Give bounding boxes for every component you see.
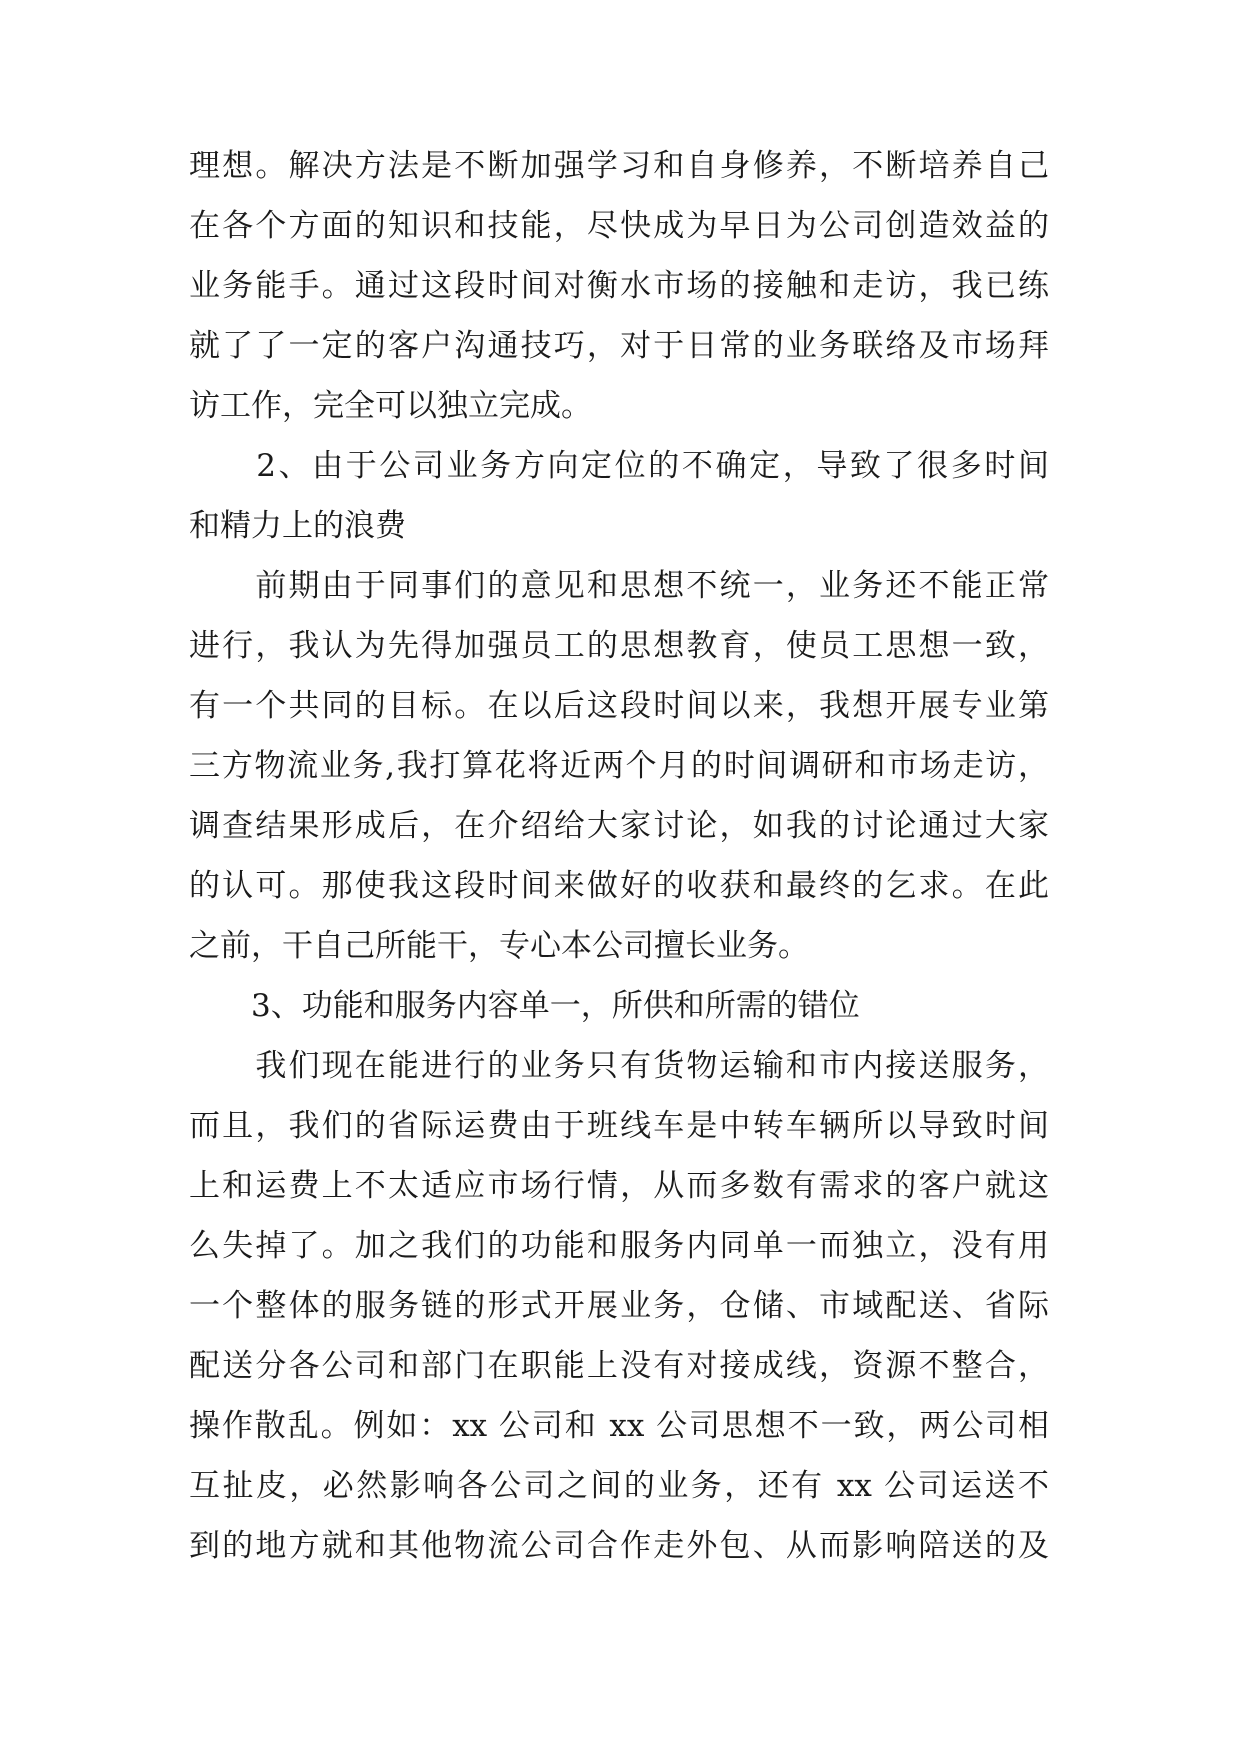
text-line: 有一个共同的目标。在以后这段时间以来，我想开展专业第 (189, 688, 1049, 724)
text-line: 访工作，完全可以独立完成。 (189, 388, 592, 424)
section-heading-3: 3、功能和服务内容单一，所供和所需的错位 (189, 988, 860, 1024)
section-heading-2: 2、由于公司业务方向定位的不确定，导致了很多时间 (189, 448, 1049, 484)
text-line: 的认可。那使我这段时间来做好的收获和最终的乞求。在此 (189, 868, 1049, 904)
text-line: 业务能手。通过这段时间对衡水市场的接触和走访，我已练 (189, 268, 1049, 304)
text-line: 之前，干自己所能干，专心本公司擅长业务。 (189, 928, 809, 964)
text-line: 互扯皮，必然影响各公司之间的业务，还有 xx 公司运送不 (189, 1468, 1049, 1504)
text-line: 进行，我认为先得加强员工的思想教育，使员工思想一致， (189, 628, 1049, 664)
text-line: 一个整体的服务链的形式开展业务，仓储、市域配送、省际 (189, 1288, 1049, 1324)
text-line: 三方物流业务,我打算花将近两个月的时间调研和市场走访， (189, 748, 1049, 784)
text-line: 在各个方面的知识和技能，尽快成为早日为公司创造效益的 (189, 208, 1049, 244)
text-line: 配送分各公司和部门在职能上没有对接成线，资源不整合， (189, 1348, 1049, 1384)
text-line: 我们现在能进行的业务只有货物运输和市内接送服务， (189, 1048, 1049, 1084)
text-line: 而且，我们的省际运费由于班线车是中转车辆所以导致时间 (189, 1108, 1049, 1144)
text-line: 调查结果形成后，在介绍给大家讨论，如我的讨论通过大家 (189, 808, 1049, 844)
text-line: 到的地方就和其他物流公司合作走外包、从而影响陪送的及 (189, 1528, 1049, 1564)
text-line: 前期由于同事们的意见和思想不统一，业务还不能正常 (189, 568, 1049, 604)
text-line: 么失掉了。加之我们的功能和服务内同单一而独立，没有用 (189, 1228, 1049, 1264)
text-line: 上和运费上不太适应市场行情，从而多数有需求的客户就这 (189, 1168, 1049, 1204)
text-line: 理想。解决方法是不断加强学习和自身修养，不断培养自己 (189, 148, 1049, 184)
text-line: 操作散乱。例如：xx 公司和 xx 公司思想不一致，两公司相 (189, 1408, 1049, 1444)
section-heading-2-cont: 和精力上的浪费 (189, 508, 406, 544)
text-line: 就了了一定的客户沟通技巧，对于日常的业务联络及市场拜 (189, 328, 1049, 364)
